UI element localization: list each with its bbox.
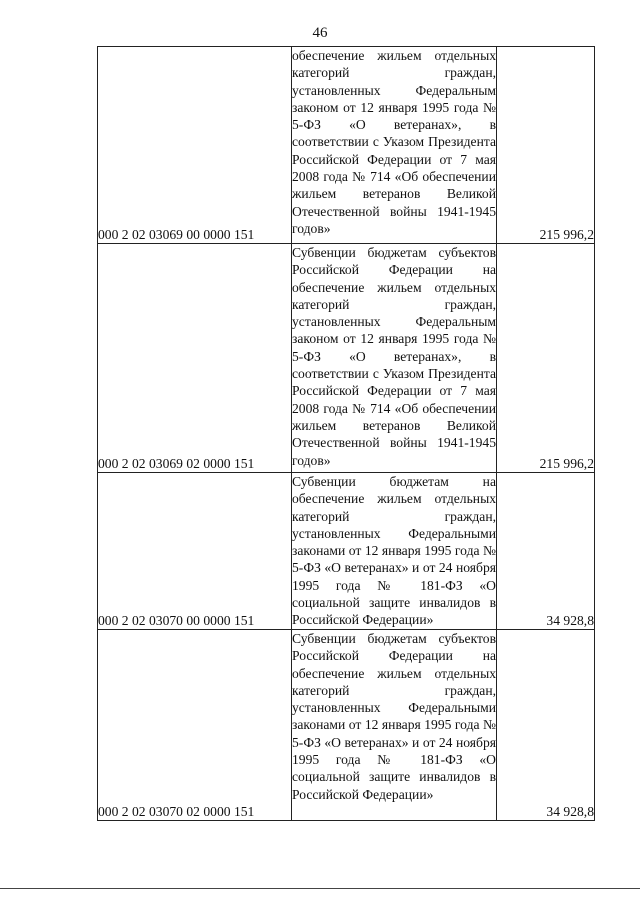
row-amount: 34 928,8: [497, 473, 595, 630]
table-row: [98, 473, 595, 630]
table-row: [98, 47, 595, 244]
bottom-rule: [0, 888, 640, 889]
row-name: обеспечение жильем отдельных категорий граждан, установленных Федеральным законом от 12 января 1995 года № 5-ФЗ «О ветеранах», в соответствии с Указом Президента Российской Федерации от 7 мая 2008 года № 714 «Об обеспечении жильем ветеранов Великой Отечественной войны 1941-1945 годов»: [292, 47, 497, 244]
row-amount: 215 996,2: [497, 244, 595, 473]
row-amount: 34 928,8: [497, 630, 595, 821]
row-amount: 215 996,2: [497, 47, 595, 244]
table-row: [98, 630, 595, 821]
budget-table: [97, 46, 595, 821]
row-code: 000 2 02 03070 02 0000 151: [98, 630, 292, 821]
row-code: 000 2 02 03069 02 0000 151: [98, 244, 292, 473]
row-code: 000 2 02 03069 00 0000 151: [98, 47, 292, 244]
row-name: Субвенции бюджетам на обеспечение жильем отдельных категорий граждан, установленных Федеральными законами от 12 января 1995 года № 5-ФЗ «О ветеранах» и от 24 ноября 1995 года № 181-ФЗ «О социальной защите инвалидов в Российской Федерации»: [292, 473, 497, 630]
row-name: Субвенции бюджетам субъектов Российской Федерации на обеспечение жильем отдельных категорий граждан, установленных Федеральными законами от 12 января 1995 года № 5-ФЗ «О ветеранах» и от 24 ноября 1995 года № 181-ФЗ «О социальной защите инвалидов в Российской Федерации»: [292, 630, 497, 821]
table-row: [98, 244, 595, 473]
row-name: Субвенции бюджетам субъектов Российской Федерации на обеспечение жильем отдельных категорий граждан, установленных Федеральным законом от 12 января 1995 года № 5-ФЗ «О ветеранах», в соответствии с Указом Президента Российской Федерации от 7 мая 2008 года № 714 «Об обеспечении жильем ветеранов Великой Отечественной войны 1941-1945 годов»: [292, 244, 497, 473]
row-code: 000 2 02 03070 00 0000 151: [98, 473, 292, 630]
page-number: 46: [312, 25, 328, 41]
